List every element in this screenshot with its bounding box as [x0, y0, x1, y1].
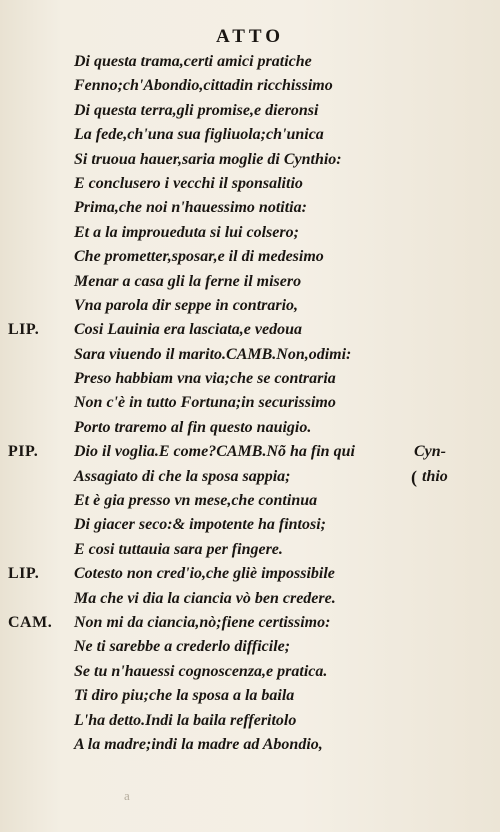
signature-mark: a	[124, 788, 130, 803]
verse-line	[0, 660, 500, 684]
verse-line	[0, 172, 500, 196]
page-header: ATTO	[215, 26, 285, 47]
verse-line	[0, 733, 500, 757]
speaker-label: LIP.	[8, 321, 40, 339]
verse-line	[0, 196, 500, 220]
verse-text: Di questa terra,gli promise,e dieronsi	[74, 101, 319, 119]
speaker-label: PIP.	[8, 443, 39, 461]
verse-line	[0, 294, 500, 318]
verse-text: Di giacer seco:& impotente ha fintosi;	[74, 516, 326, 534]
verse-text: A la madre;indi la madre ad Abondio,	[74, 735, 323, 753]
verse-text: Vna parola dir seppe in contrario,	[74, 296, 299, 314]
verse-line	[0, 50, 500, 74]
verse-text: Cotesto non cred'io,che gliè impossibile	[74, 565, 335, 583]
margin-bracket: (	[411, 466, 417, 487]
verse-line	[0, 440, 500, 464]
verse-text: Non mi da ciancia,nò;fiene certissimo:	[74, 613, 331, 631]
verse-text: Fenno;ch'Abondio,cittadin ricchissimo	[74, 77, 333, 95]
verse-text: L'ha detto.Indi la baila refferitolo	[74, 711, 297, 729]
verse-line	[0, 367, 500, 391]
verse-text: Ne ti sarebbe a crederlo difficile;	[74, 638, 291, 656]
verse-line	[0, 416, 500, 440]
verse-text: Assagiato di che la sposa sappia;	[74, 467, 291, 485]
verse-line	[0, 611, 500, 635]
verse-line	[0, 391, 500, 415]
verse-text: Sara viuendo il marito.CAMB.Non,odimi:	[74, 345, 352, 363]
verse-line	[0, 562, 500, 586]
verse-line	[0, 343, 500, 367]
verse-line	[0, 587, 500, 611]
verse-text: E cosi tuttauia sara per fingere.	[74, 540, 283, 558]
verse-text: Ma che vi dia la ciancia vò ben credere.	[74, 589, 336, 607]
verse-line	[0, 148, 500, 172]
verse-line	[0, 489, 500, 513]
margin-note: Cyn-	[414, 443, 446, 461]
verse-text: Se tu n'hauessi cognoscenza,e pratica.	[74, 662, 328, 680]
speaker-label: CAM.	[8, 613, 53, 631]
verse-line	[0, 245, 500, 269]
verse-line	[0, 99, 500, 123]
verse-text: Dio il voglia.E come?CAMB.Nõ ha fin qui	[74, 443, 355, 461]
verse-text: Non c'è in tutto Fortuna;in securissimo	[74, 394, 336, 412]
verse-line	[0, 318, 500, 342]
verse-line	[0, 538, 500, 562]
verse-line	[0, 684, 500, 708]
verse-text: Che prometter,sposar,e il di medesimo	[74, 248, 324, 266]
verse-text: Si truoua hauer,saria moglie di Cynthio:	[74, 150, 342, 168]
verse-line	[0, 513, 500, 537]
verse-text: Di questa trama,certi amici pratiche	[74, 53, 312, 70]
margin-note: thio	[422, 467, 448, 485]
speaker-label: LIP.	[8, 565, 40, 583]
verse-text: Et è gia presso vn mese,che continua	[74, 492, 318, 510]
verse-line	[0, 123, 500, 147]
verse-line	[0, 709, 500, 733]
verse-line	[0, 221, 500, 245]
verse-text: E conclusero i vecchi il sponsalitio	[74, 174, 303, 192]
verse-text: Ti diro piu;che la sposa a la baila	[74, 687, 295, 705]
verse-line	[0, 74, 500, 98]
verse-text: Et a la improueduta si lui colsero;	[74, 223, 299, 241]
verse-line	[0, 465, 500, 489]
verse-line	[0, 270, 500, 294]
verse-text: Cosi Lauinia era lasciata,e vedoua	[74, 321, 302, 339]
verse-text: Porto traremo al fin questo nauigio.	[74, 418, 312, 436]
verse-lines	[0, 50, 500, 757]
verse-text: La fede,ch'una sua figliuola;ch'unica	[74, 126, 324, 144]
verse-text: Prima,che noi n'hauessimo notitia:	[74, 199, 307, 217]
verse-text: Menar a casa gli la ferne il misero	[74, 272, 302, 290]
verse-text: Preso habbiam vna via;che se contraria	[74, 370, 336, 388]
verse-line	[0, 635, 500, 659]
